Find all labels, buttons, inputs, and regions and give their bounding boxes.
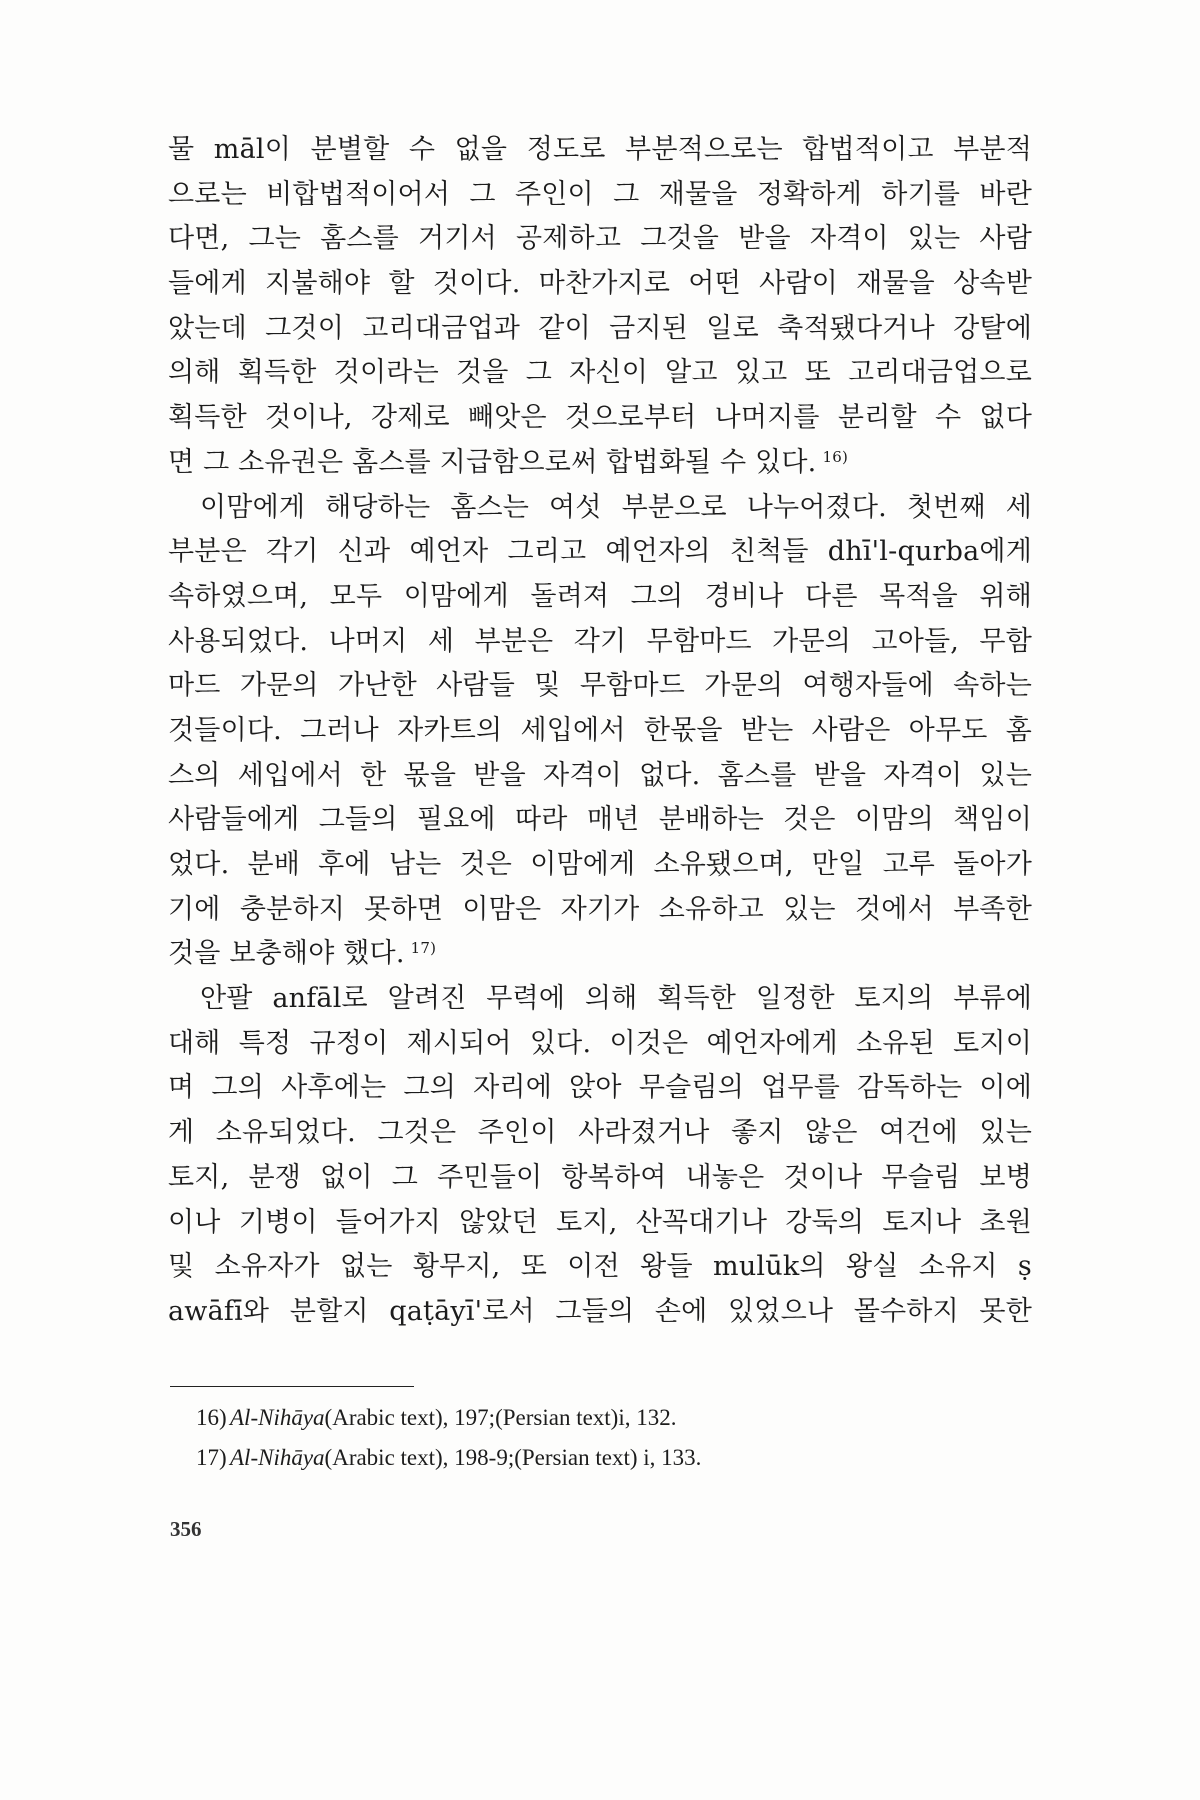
text-line	[168, 441, 1032, 486]
footnote-reference: 17)	[410, 939, 437, 958]
text-line: 들에게 지불해야 할 것이다. 마찬가지로 어떤 사람이 재물을 상속받	[168, 268, 1032, 300]
text-line: 았는데 그것이 고리대금업과 같이 금지된 일로 축적됐다거나 강탈에	[168, 312, 1032, 344]
text-line-content: 면 그 소유권은 홈스를 지급함으로써 합법화될 수 있다.	[168, 446, 817, 478]
footnote	[196, 1438, 996, 1478]
footnote-reference: 16)	[822, 447, 849, 466]
footnote-source-title: Al-Nihāya	[230, 1445, 325, 1470]
paragraph	[168, 486, 1032, 978]
text-line: 물 māl이 분별할 수 없을 정도로 부분적으로는 합법적이고 부분적	[168, 134, 1032, 165]
text-line: 사람들에게 그들의 필요에 따라 매년 분배하는 것은 이맘의 책임이	[168, 804, 1032, 836]
text-line: 마드 가문의 가난한 사람들 및 무함마드 가문의 여행자들에 속하는	[168, 670, 1032, 702]
paragraph	[168, 128, 1032, 486]
footnote-divider	[170, 1386, 414, 1387]
text-line: 이맘에게 해당하는 홈스는 여섯 부분으로 나누어졌다. 첫번째 세	[200, 491, 1032, 523]
text-line: 게 소유되었다. 그것은 주인이 사라졌거나 좋지 않은 여건에 있는	[168, 1117, 1032, 1149]
footnote-number: 17)	[196, 1445, 227, 1470]
footnotes	[196, 1398, 996, 1478]
text-line: 대해 특정 규정이 제시되어 있다. 이것은 예언자에게 소유된 토지이	[168, 1027, 1032, 1059]
text-line: 사용되었다. 나머지 세 부분은 각기 무함마드 가문의 고아들, 무함	[168, 625, 1032, 657]
text-line: 으로는 비합법적이어서 그 주인이 그 재물을 정확하게 하기를 바란	[168, 178, 1032, 210]
footnote-citation: (Arabic text), 197;(Persian text)i, 132.	[324, 1405, 677, 1430]
text-line: 것들이다. 그러나 자카트의 세입에서 한몫을 받는 사람은 아무도 홈	[168, 714, 1032, 746]
footnote	[196, 1398, 996, 1438]
footnote-citation: (Arabic text), 198-9;(Persian text) i, 133.	[324, 1445, 702, 1470]
text-line: 안팔 anfāl로 알려진 무력에 의해 획득한 일정한 토지의 부류에	[200, 983, 1032, 1015]
page-number: 356	[170, 1517, 202, 1541]
text-line: 스의 세입에서 한 몫을 받을 자격이 없다. 홈스를 받을 자격이 있는	[168, 759, 1032, 791]
paragraph	[168, 977, 1032, 1335]
footnote-number: 16)	[196, 1405, 227, 1430]
footnote-source-title: Al-Nihāya	[230, 1405, 325, 1430]
text-line: 속하였으며, 모두 이맘에게 돌려져 그의 경비나 다른 목적을 위해	[168, 580, 1032, 612]
text-line	[168, 932, 1032, 977]
text-line-content: 것을 보충해야 했다.	[168, 938, 405, 970]
text-line: 및 소유자가 없는 황무지, 또 이전 왕들 mulūk의 왕실 소유지 ṣ	[168, 1251, 1032, 1283]
text-line: 의해 획득한 것이라는 것을 그 자신이 알고 있고 또 고리대금업으로	[168, 357, 1032, 389]
text-line: 며 그의 사후에는 그의 자리에 앉아 무슬림의 업무를 감독하는 이에	[168, 1072, 1032, 1104]
text-line: awāfī와 분할지 qaṭāyī'로서 그들의 손에 있었으나 몰수하지 못한	[168, 1295, 1032, 1327]
text-line: 획득한 것이나, 강제로 빼앗은 것으로부터 나머지를 분리할 수 없다	[168, 402, 1032, 434]
text-line: 부분은 각기 신과 예언자 그리고 예언자의 친척들 dhī'l-qurba에게	[168, 536, 1032, 568]
text-line: 었다. 분배 후에 남는 것은 이맘에게 소유됐으며, 만일 고루 돌아가	[168, 849, 1032, 880]
text-line: 다면, 그는 홈스를 거기서 공제하고 그것을 받을 자격이 있는 사람	[168, 223, 1032, 255]
body-text	[168, 128, 1032, 1335]
text-line: 이나 기병이 들어가지 않았던 토지, 산꼭대기나 강둑의 토지나 초원	[168, 1206, 1032, 1238]
text-line: 기에 충분하지 못하면 이맘은 자기가 소유하고 있는 것에서 부족한	[168, 893, 1032, 925]
text-line: 토지, 분쟁 없이 그 주민들이 항복하여 내놓은 것이나 무슬림 보병	[168, 1161, 1032, 1193]
